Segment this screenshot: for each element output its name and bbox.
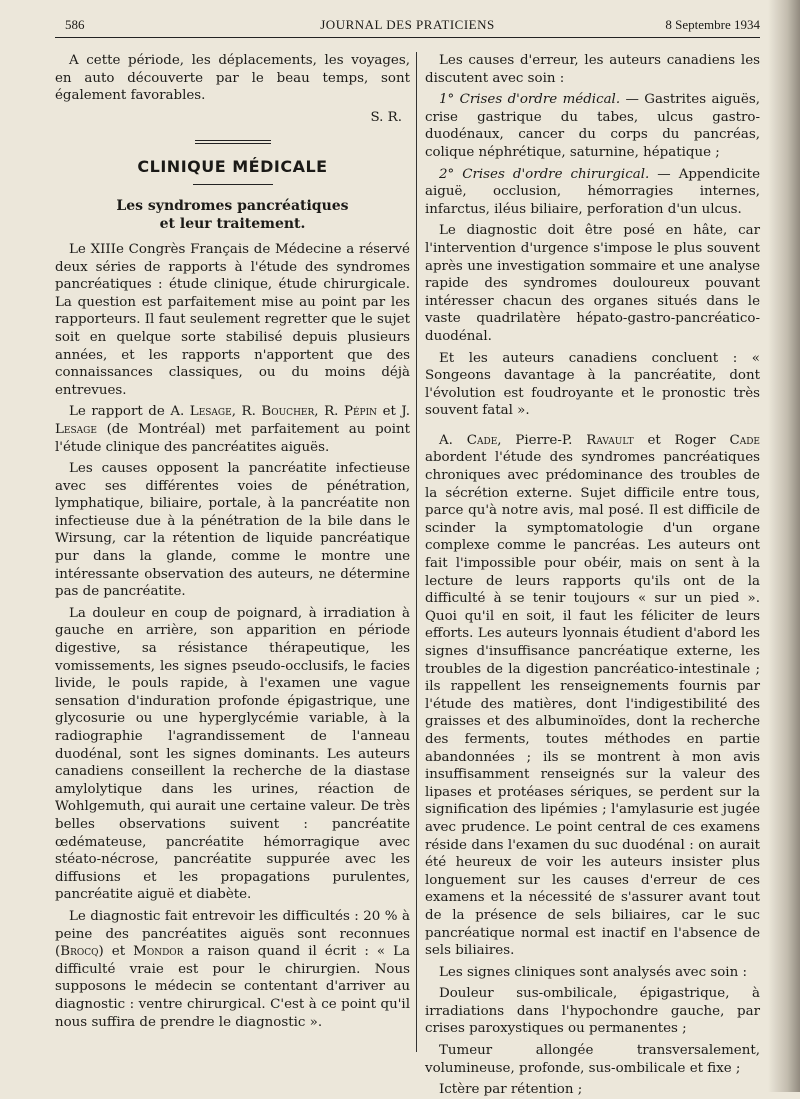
author-name: Pépin (343, 404, 378, 420)
section-title: CLINIQUE MÉDICALE (137, 157, 328, 177)
journal-title: JOURNAL DES PRATICIENS (320, 17, 495, 32)
article-title-line-1: Les syndromes pancréatiques (116, 197, 349, 214)
author-name: Ravault (586, 432, 634, 448)
title-underline (193, 184, 273, 185)
left-column (55, 52, 410, 1082)
paragraph: Les signes cliniques sont analysés avec soin : (439, 964, 747, 980)
page-header (55, 15, 760, 38)
paragraph: Le diagnostic fait entrevoir les difficultés : 20 % à peine des pancréatites aiguës sont reconnues (Brocq) et Mondor a raison quand il écrit : « La difficulté vraie est pour le chirurgien. Nous supposons le médecin se contentant d'arriver au diagnostic : ventre chirurgical. C'est à ce point qu'il nous suffira de prendre le diagnostic ». (55, 908, 410, 1030)
list-item: 1° Crises d'ordre médical. — Gastrites aiguës, crise gastrique du tabes, ulcus gastro-duodénaux, cancer du corps du pancréas, colique néphrétique, saturnine, hépatique ; (425, 92, 760, 160)
right-column (425, 52, 760, 1098)
paragraph: Les causes d'erreur, les auteurs canadiens les discutent avec soin : (425, 53, 760, 86)
paragraph: Tumeur allongée transversalement, volumineuse, profonde, sus-ombilicale et fixe ; (425, 1043, 760, 1076)
intro-paragraph: A cette période, les déplacements, les voyages, en auto découverte par le beau temps, sont également favorables. (55, 53, 410, 104)
author-name: Cade (729, 432, 760, 448)
paragraph: Et les auteurs canadiens concluent : « Songeons davantage à la pancréatite, dont l'évolution est foudroyante et le pronostic très souvent fatal ». (425, 350, 760, 419)
page-number: 586 (65, 17, 85, 32)
paragraph: Le XIIIe Congrès Français de Médecine a réservé deux séries de rapports à l'étude des syndromes pancréatiques : étude clinique, étude chirurgicale. La question est parfaitement mise au point par les rapporteurs. Il faut seulement regretter que le sujet soit en quelque sorte stabilisé depuis plusieurs années, et les rapports n'apportent que des connaissances classiques, ou du moins déjà entrevues. (55, 241, 410, 398)
paragraph: Les causes opposent la pancréatite infectieuse avec ses différentes voies de pénétration, lymphatique, biliaire, portale, à la pancréatite non infectieuse due à la pénétration de la bile dans le Wirsung, car la rétention de liquide pancréatique pur dans la glande, comme le montre une intéressante observation des auteurs, ne détermine pas de pancréatite. (55, 461, 410, 600)
list-item-label: 2° Crises d'ordre chirurgical. (439, 166, 650, 182)
author-name: Boucher (261, 404, 315, 420)
paragraph: Le rapport de A. Lesage, R. Boucher, R. Pépin et J. Lesage (de Montréal) met parfaitement au point l'étude clinique des pancréatites aiguës. (55, 404, 411, 455)
paragraph: La douleur en coup de poignard, à irradiation à gauche en arrière, son apparition en période digestive, sa résistance thérapeutique, les vomissements, les signes pseudo-occlusifs, le facies livide, le pouls rapide, à l'examen une vague sensation d'induration profonde épigastrique, une glycosurie ou une hyperglycémie variable, à la radiographie l'agrandissement de l'anneau duodénal, sont les signes dominants. Les auteurs canadiens conseillent la recherche de la diastase amylolytique dans les urines, réaction de Wohlgemuth, qui aurait une certaine valeur. De très belles observations suivent : pancréatite œdémateuse, pancréatite hémorragique avec stéato-nécrose, pancréatite suppurée avec les diffusions et les propagations purulentes, pancréatite aiguë et diabète. (55, 605, 410, 903)
spacer (425, 424, 760, 432)
intro-signature (55, 109, 410, 127)
signature-text: S. R. (370, 109, 402, 125)
list-item-label: 1° Crises d'ordre médical. (439, 92, 621, 108)
author-name: Cade (466, 432, 498, 448)
paragraph: Le diagnostic doit être posé en hâte, car l'intervention d'urgence s'impose le plus souvent après une investigation sommaire et une analyse rapide des syndromes douloureux pouvant intéresser chacun des organes situés dans le vaste quadrilatère hépato-gastro-pancréatico-duodénal. (425, 223, 760, 344)
section-separator (195, 140, 271, 144)
issue-date: 8 Septembre 1934 (665, 17, 760, 32)
author-name: Lesage (189, 404, 232, 420)
paragraph: Ictère par rétention ; (439, 1082, 583, 1098)
list-item: 2° Crises d'ordre chirurgical. — Appendicite aiguë, occlusion, hémorragies internes, infarctus, iléus biliaire, perforation d'un ulcus. (425, 166, 760, 217)
paragraph: Douleur sus-ombilicale, épigastrique, à irradiations dans l'hypochondre gauche, par crises paroxystiques ou permanentes ; (425, 986, 760, 1037)
author-name: Lesage (55, 421, 97, 437)
article-title-line-2: et leur traitement. (159, 215, 306, 232)
paragraph: A. Cade, Pierre-P. Ravault et Roger Cade abordent l'étude des syndromes pancréatiques chroniques avec prédominance des troubles de la sécrétion externe. Sujet difficile entre tous, parce qu'à notre avis, mal posé. Il est difficile de scinder la symptomatologie d'un organe complexe comme le pancréas. Les auteurs ont fait l'impossible pour obéir, mais on sent à la lecture de leurs rapports qu'ils ont de la difficulté à se tenir toujours « sur un pied ». Quoi qu'il en soit, il faut les féliciter de leurs efforts. Les auteurs lyonnais étudient d'abord les signes d'insuffisance pancréatique externe, les troubles de la digestion pancréatico-intestinale ; ils rappellent les renseignements fournis par l'étude des matières, dont l'indigestibilité des graisses et des albuminoïdes, dont la recherche des ferments, toutes méthodes en partie abandonnées ; ils se montrent à mon avis insuffisamment renseignés sur la valeur des lipases et protéases sériques, se perdent sur la signification des lipémies ; l'amylasurie est jugée avec prudence. Le point central de ces examens réside dans l'examen du suc duodénal : on aurait été heureux de voir les auteurs insister plus longuement sur les causes d'erreur de ces examens et la nécessité de s'assurer avant tout de la présence de sels biliaires, car le suc pancréatique normal est inactif en l'absence de sels biliaires. (425, 432, 760, 959)
article-title (55, 197, 410, 233)
author-name: Mondor (133, 944, 184, 960)
page-scan-edge (768, 0, 800, 1092)
author-name: Brocq (60, 944, 99, 960)
column-divider (416, 52, 417, 1052)
